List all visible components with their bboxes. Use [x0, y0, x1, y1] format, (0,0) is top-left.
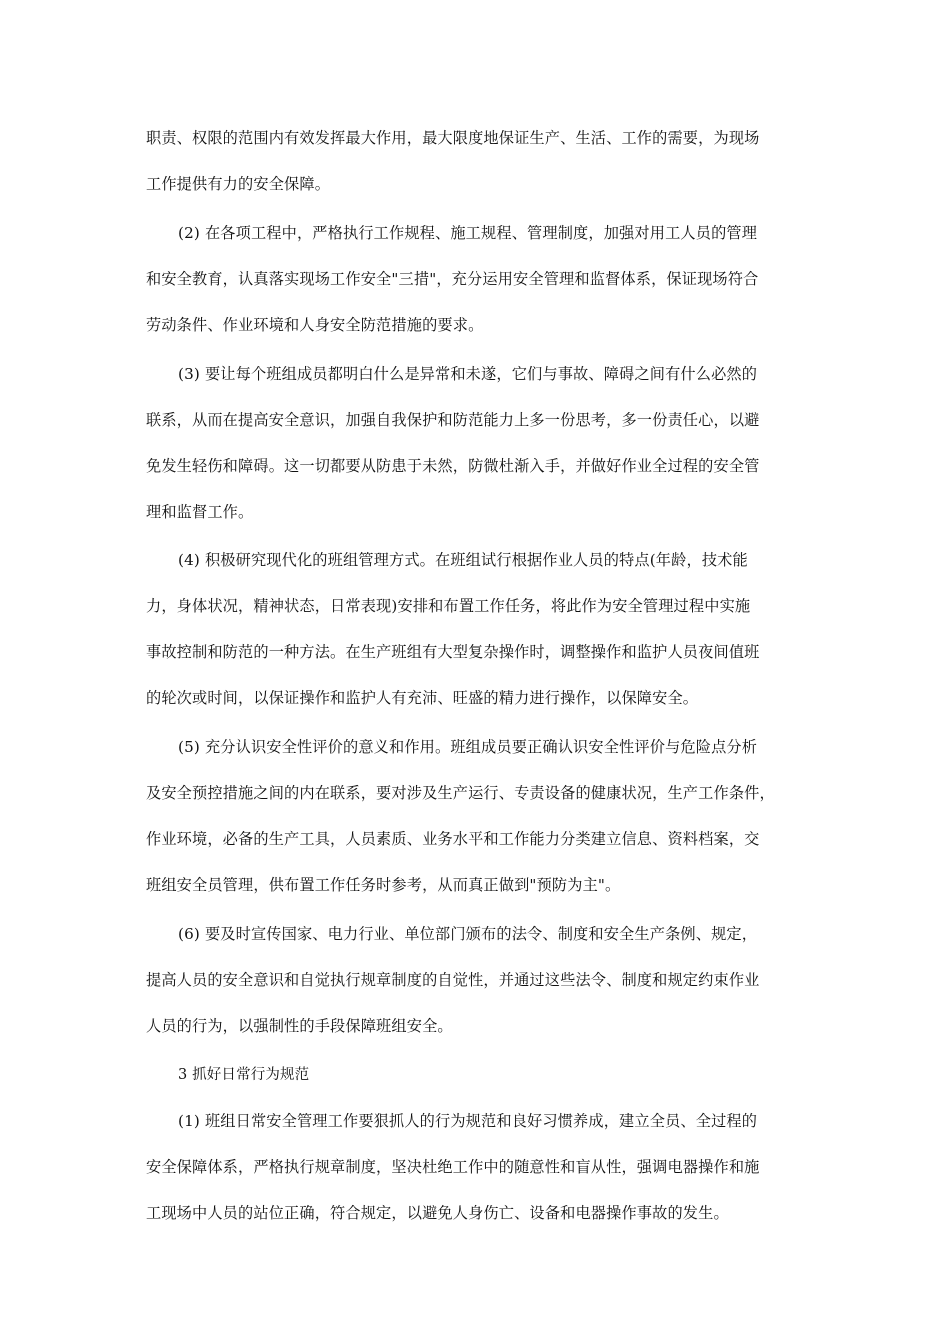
paragraph-line: 安全保障体系，严格执行规章制度，坚决杜绝工作中的随意性和盲从性，强调电器操作和施 [146, 1158, 760, 1176]
paragraph-line: 理和监督工作。 [146, 503, 254, 521]
paragraph-line: (5) 充分认识安全性评价的意义和作用。班组成员要正确认识安全性评价与危险点分析 [178, 738, 758, 756]
paragraph-line: 人员的行为，以强制性的手段保障班组安全。 [146, 1017, 453, 1035]
paragraph-line: 事故控制和防范的一种方法。在生产班组有大型复杂操作时，调整操作和监护人员夜间值班 [146, 643, 760, 661]
paragraph-line: 和安全教育，认真落实现场工作安全"三措"，充分运用安全管理和监督体系，保证现场符合 [146, 270, 759, 288]
paragraph-line: (2) 在各项工程中，严格执行工作规程、施工规程、管理制度，加强对用工人员的管理 [178, 224, 758, 242]
paragraph-line: (3) 要让每个班组成员都明白什么是异常和未遂，它们与事故、障碍之间有什么必然的 [178, 365, 758, 383]
paragraph-line: 免发生轻伤和障碍。这一切都要从防患于未然，防微杜渐入手，并做好作业全过程的安全管 [146, 457, 760, 475]
paragraph-line: 职责、权限的范围内有效发挥最大作用，最大限度地保证生产、生活、工作的需要，为现场 [146, 129, 760, 147]
paragraph-line: 劳动条件、作业环境和人身安全防范措施的要求。 [146, 316, 484, 334]
paragraph-line: 的轮次或时间，以保证操作和监护人有充沛、旺盛的精力进行操作，以保障安全。 [146, 689, 699, 707]
paragraph-line: (6) 要及时宣传国家、电力行业、单位部门颁布的法令、制度和安全生产条例、规定， [178, 925, 758, 943]
paragraph-line: (4) 积极研究现代化的班组管理方式。在班组试行根据作业人员的特点(年龄，技术能 [178, 551, 748, 569]
paragraph-line: 班组安全员管理，供布置工作任务时参考，从而真正做到"预防为主"。 [146, 876, 621, 894]
paragraph-line: (1) 班组日常安全管理工作要狠抓人的行为规范和良好习惯养成，建立全员、全过程的 [178, 1112, 758, 1130]
paragraph-line: 提高人员的安全意识和自觉执行规章制度的自觉性，并通过这些法令、制度和规定约束作业 [146, 971, 760, 989]
paragraph-line: 工现场中人员的站位正确，符合规定，以避免人身伤亡、设备和电器操作事故的发生。 [146, 1204, 729, 1222]
paragraph-line: 力，身体状况，精神状态，日常表现)安排和布置工作任务，将此作为安全管理过程中实施 [146, 597, 751, 615]
paragraph-line: 联系，从而在提高安全意识，加强自我保护和防范能力上多一份思考，多一份责任心，以避 [146, 411, 760, 429]
section-heading: 3 抓好日常行为规范 [178, 1067, 310, 1083]
paragraph-line: 作业环境，必备的生产工具，人员素质、业务水平和工作能力分类建立信息、资料档案，交 [146, 830, 760, 848]
paragraph-line: 及安全预控措施之间的内在联系，要对涉及生产运行、专责设备的健康状况，生产工作条件， [146, 784, 775, 802]
paragraph-line: 工作提供有力的安全保障。 [146, 175, 331, 193]
